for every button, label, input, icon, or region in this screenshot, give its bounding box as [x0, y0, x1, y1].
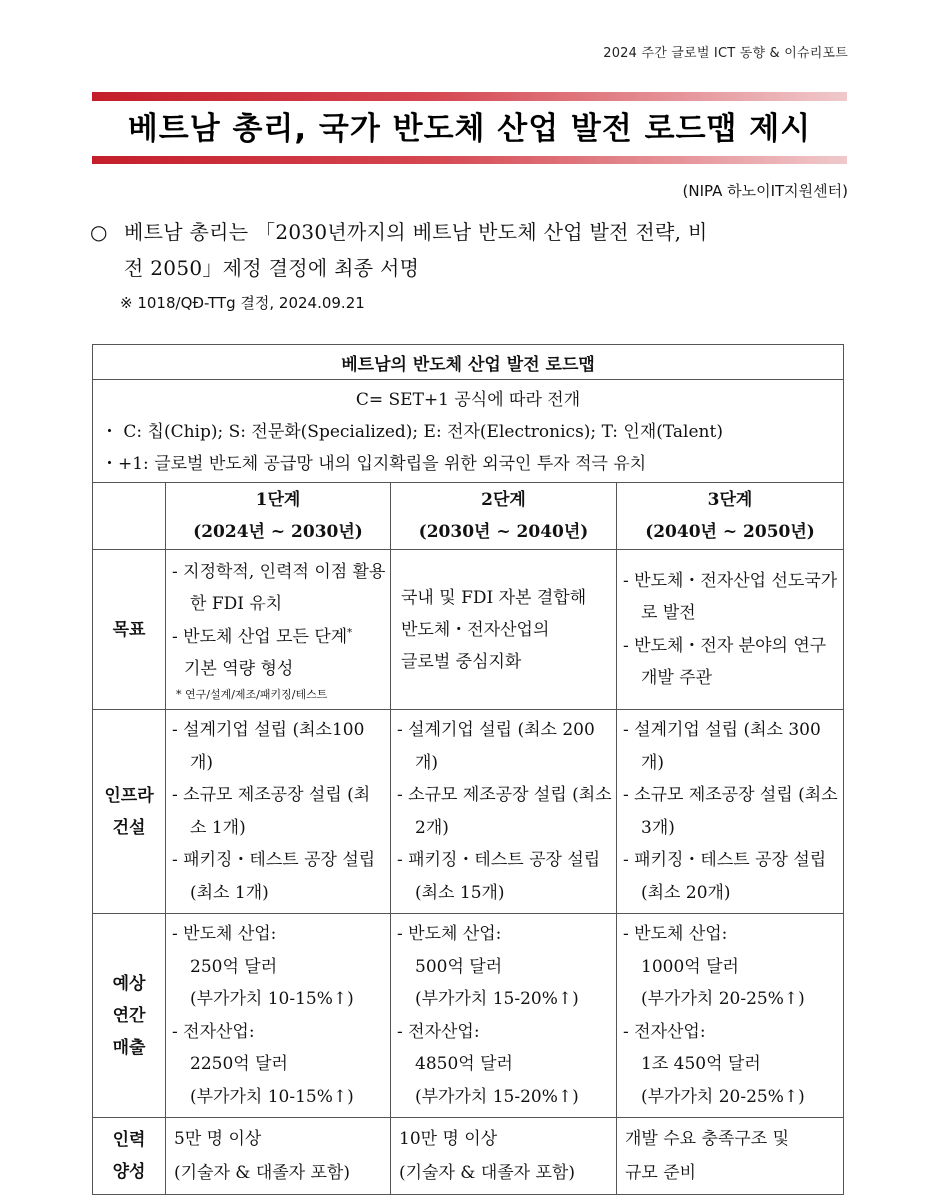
revenue-label-2: 연간	[112, 1005, 146, 1026]
goal-p1-footnote: * 연구/설계/제조/패키징/테스트	[176, 687, 328, 701]
formula-box	[93, 380, 844, 483]
row-label-talent	[93, 1118, 166, 1195]
roadmap-table	[92, 344, 844, 1195]
revenue-p1-line-2: 250억 달러	[190, 956, 278, 977]
infra-p3-item-3: - 패키징・테스트 공장 설립 (최소 20개)	[623, 850, 827, 903]
infra-p3-item-2: - 소규모 제조공장 설립 (최소 3개)	[623, 785, 838, 838]
revenue-p2-line-1: - 반도체 산업:	[397, 924, 502, 944]
revenue-p3-line-1: - 반도체 산업:	[623, 924, 728, 944]
lead-line-1: 베트남 총리는 「2030년까지의 베트남 반도체 산업 발전 전략, 비	[124, 220, 708, 244]
revenue-p2-line-5: 4850억 달러	[415, 1054, 513, 1074]
running-header: 2024 주간 글로벌 ICT 동향 & 이슈리포트	[603, 46, 848, 61]
article-source: (NIPA 하노이IT지원센터)	[682, 182, 848, 200]
formula-legend-2: ・+1: 글로벌 반도체 공급망 내의 입지확립을 위한 외국인 투자 적극 유치	[101, 454, 647, 474]
goal-p1-item-1: - 지정학적, 인력적 이점 활용한 FDI 유치	[172, 561, 386, 614]
revenue-label-1: 예상	[112, 973, 146, 994]
goal-p1-item-2	[172, 621, 386, 654]
goal-p1-item-2-text: - 반도체 산업 모든 단계	[172, 626, 348, 647]
row-label-revenue	[93, 914, 166, 1118]
title-bar-top	[92, 92, 847, 101]
revenue-phase-3	[617, 914, 844, 1118]
goal-p2-line-1: 국내 및 FDI 자본 결합해	[401, 587, 587, 608]
revenue-p1-line-6: (부가가치 10-15%↑)	[190, 1086, 354, 1107]
revenue-p2-line-4: - 전자산업:	[397, 1021, 480, 1042]
revenue-p3-line-3: (부가가치 20-25%↑)	[641, 989, 805, 1009]
row-label-goal: 목표	[93, 550, 166, 710]
corner-cell	[93, 483, 166, 550]
talent-label-2: 양성	[112, 1162, 146, 1182]
talent-p3-line-1: 개발 수요 충족구조 및	[625, 1129, 790, 1149]
infra-p2-item-1: - 설계기업 설립 (최소 200개)	[397, 720, 595, 773]
goal-p1-item-3: 기본 역량 형성	[184, 659, 294, 679]
phase-3-header	[617, 483, 844, 550]
revenue-p3-line-6: (부가가치 20-25%↑)	[641, 1086, 805, 1107]
goal-p3-item-2: - 반도체・전자 분야의 연구개발 주관	[623, 635, 827, 688]
revenue-p2-line-6: (부가가치 15-20%↑)	[415, 1086, 579, 1107]
decision-note: ※ 1018/QĐ-TTg 결정, 2024.09.21	[120, 294, 365, 312]
infra-label-2: 건설	[112, 817, 146, 838]
revenue-p1-line-4: - 전자산업:	[172, 1021, 255, 1042]
row-label-infra	[93, 710, 166, 914]
phase-3-period: (2040년 ~ 2050년)	[645, 522, 815, 542]
formula-text: C= SET+1 공식에 따라 전개	[355, 390, 581, 410]
revenue-p3-line-4: - 전자산업:	[623, 1021, 706, 1042]
talent-label-1: 인력	[112, 1130, 146, 1150]
infra-p1-item-2: - 소규모 제조공장 설립 (최소 1개)	[172, 785, 371, 838]
footnote-marker: *	[347, 626, 353, 638]
revenue-p3-line-5: 1조 450억 달러	[641, 1054, 761, 1074]
revenue-label-3: 매출	[112, 1037, 146, 1058]
phase-1-name: 1단계	[255, 490, 301, 510]
infra-label-1: 인프라	[104, 785, 154, 806]
circle-bullet-icon: ○	[90, 220, 108, 244]
revenue-p1-line-1: - 반도체 산업:	[172, 924, 277, 944]
article-title: 베트남 총리, 국가 반도체 산업 발전 로드맵 제시	[127, 111, 812, 147]
talent-p3-line-2: 규모 준비	[625, 1163, 697, 1183]
revenue-phase-1	[166, 914, 391, 1118]
lead-bullet	[90, 214, 850, 286]
infra-phase-1	[166, 710, 391, 914]
table-title: 베트남의 반도체 산업 발전 로드맵	[93, 345, 844, 380]
goal-phase-3	[617, 550, 844, 710]
phase-3-name: 3단계	[707, 490, 753, 510]
goal-phase-2	[391, 550, 617, 710]
phase-2-period: (2030년 ~ 2040년)	[418, 522, 589, 542]
infra-p1-item-1: - 설계기업 설립 (최소100개)	[172, 720, 365, 773]
goal-p2-line-3: 글로벌 중심지화	[401, 651, 522, 672]
revenue-p1-line-5: 2250억 달러	[190, 1054, 288, 1074]
phase-1-period: (2024년 ~ 2030년)	[193, 522, 363, 542]
revenue-phase-2	[391, 914, 617, 1118]
revenue-p3-line-2: 1000억 달러	[641, 956, 739, 977]
talent-p1-line-2: (기술자 & 대졸자 포함)	[174, 1163, 350, 1183]
goal-p3-item-1: - 반도체・전자산업 선도국가로 발전	[623, 570, 838, 623]
title-bar-bottom	[92, 156, 847, 164]
phase-2-name: 2단계	[481, 490, 526, 510]
revenue-p2-line-2: 500억 달러	[415, 956, 503, 977]
talent-p1-line-1: 5만 명 이상	[174, 1129, 262, 1149]
revenue-p1-line-3: (부가가치 10-15%↑)	[190, 989, 354, 1009]
infra-p1-item-3: - 패키징・테스트 공장 설립 (최소 1개)	[172, 850, 376, 903]
infra-p3-item-1: - 설계기업 설립 (최소 300개)	[623, 720, 821, 773]
formula-legend-1: ・ C: 칩(Chip); S: 전문화(Specialized); E: 전자(Electronics); T: 인재(Talent)	[101, 422, 723, 442]
revenue-p2-line-3: (부가가치 15-20%↑)	[415, 989, 579, 1009]
infra-phase-2	[391, 710, 617, 914]
talent-phase-3	[617, 1118, 844, 1195]
talent-phase-2	[391, 1118, 617, 1195]
infra-p2-item-3: - 패키징・테스트 공장 설립 (최소 15개)	[397, 850, 601, 903]
phase-2-header	[391, 483, 617, 550]
goal-p2-line-2: 반도체・전자산업의	[401, 619, 550, 640]
talent-p2-line-1: 10만 명 이상	[399, 1129, 498, 1149]
talent-phase-1	[166, 1118, 391, 1195]
phase-1-header	[166, 483, 391, 550]
infra-phase-3	[617, 710, 844, 914]
goal-phase-1	[166, 550, 391, 710]
talent-p2-line-2: (기술자 & 대졸자 포함)	[399, 1163, 575, 1183]
lead-line-2: 전 2050」제정 결정에 최종 서명	[124, 256, 420, 280]
infra-p2-item-2: - 소규모 제조공장 설립 (최소 2개)	[397, 785, 612, 838]
